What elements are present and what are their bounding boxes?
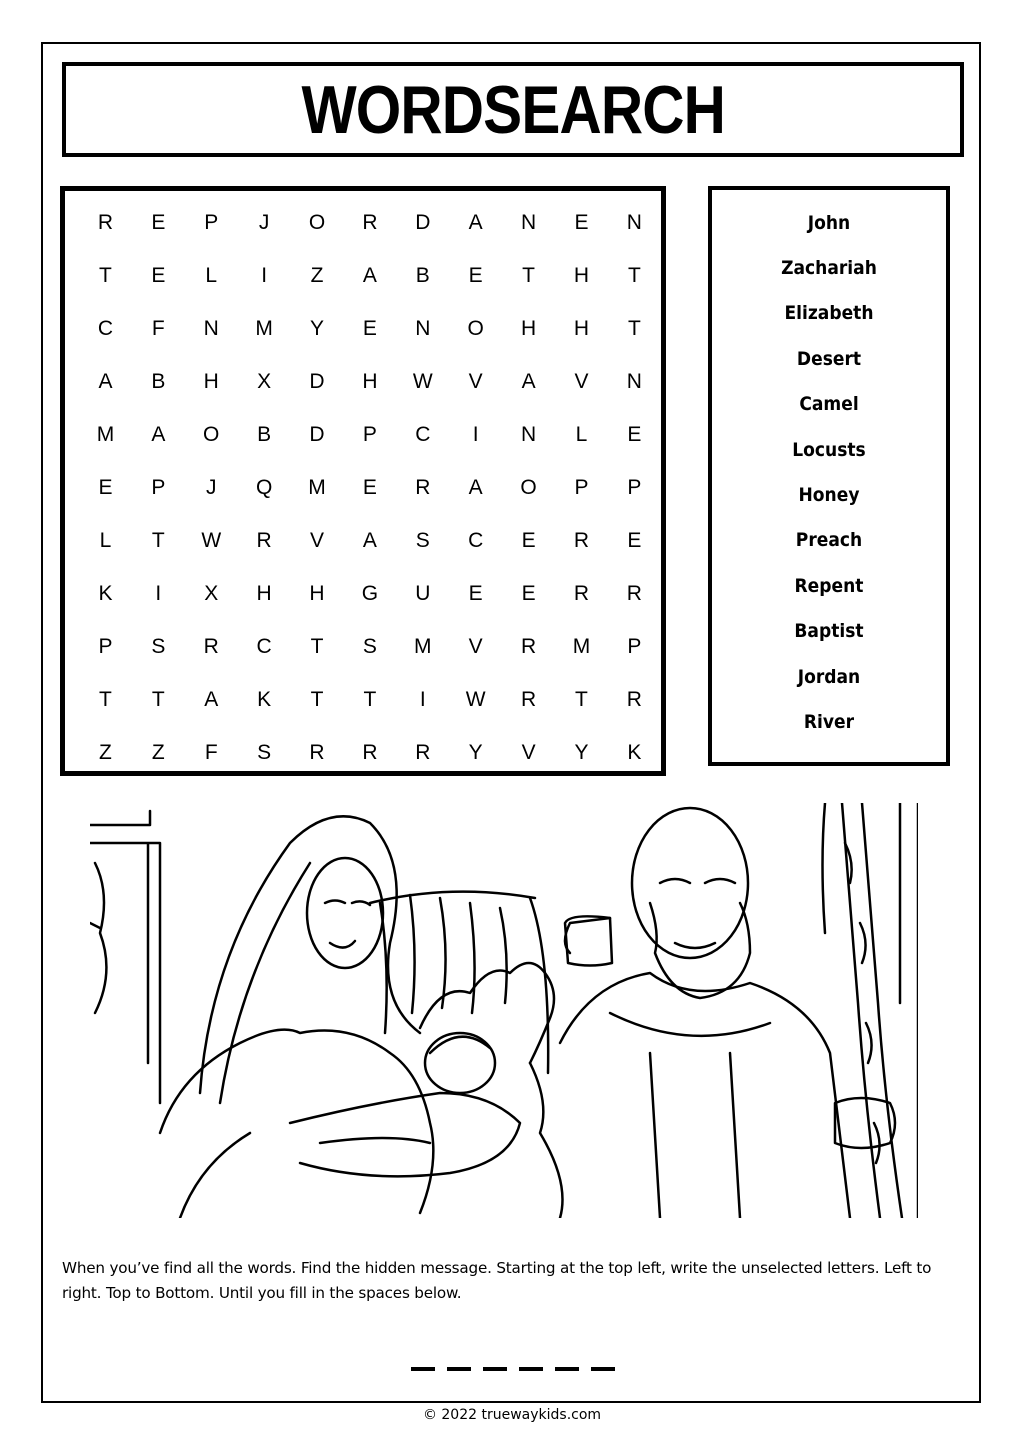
grid-letter[interactable]: N (626, 210, 642, 234)
grid-letter[interactable]: C (468, 529, 484, 553)
word-list-item: Zachariah (781, 257, 877, 280)
grid-letter[interactable]: P (574, 476, 589, 500)
grid-letter[interactable]: R (520, 635, 537, 659)
grid-letter[interactable]: E (151, 210, 166, 234)
grid-letter[interactable]: U (415, 582, 431, 606)
grid-letter[interactable]: R (97, 210, 114, 234)
grid-letter[interactable]: J (258, 210, 270, 234)
grid-letter[interactable]: T (151, 688, 165, 712)
page-title: WORDSEARCH (301, 71, 725, 148)
grid-letter[interactable]: P (627, 635, 642, 659)
grid-letter[interactable]: H (203, 369, 219, 393)
grid-letter[interactable]: E (627, 529, 642, 553)
grid-letter[interactable]: Y (468, 741, 483, 765)
word-list-item: John (807, 211, 851, 234)
grid-letter[interactable]: C (97, 316, 114, 340)
word-list-item: Locusts (792, 438, 866, 461)
word-list-item: Elizabeth (784, 302, 874, 325)
grid-letter[interactable]: R (520, 688, 537, 712)
grid-letter[interactable]: O (308, 210, 326, 234)
grid-letter[interactable]: A (362, 263, 377, 287)
grid-letter[interactable]: M (308, 476, 326, 500)
grid-letter[interactable]: B (151, 369, 166, 393)
coloring-illustration (90, 803, 918, 1218)
grid-letter[interactable]: N (626, 369, 642, 393)
grid-letter[interactable]: Q (255, 476, 273, 500)
grid-letter[interactable]: V (574, 369, 589, 393)
grid-letter[interactable]: M (96, 422, 115, 446)
grid-letter[interactable]: R (626, 688, 642, 712)
wordsearch-grid-box (60, 186, 666, 776)
grid-letter[interactable]: K (98, 582, 113, 606)
grid-letter[interactable]: L (205, 263, 218, 287)
grid-letter[interactable]: E (468, 582, 483, 606)
grid-letter[interactable]: T (575, 688, 588, 712)
answer-blank[interactable] (591, 1367, 615, 1371)
grid-letter[interactable]: F (204, 741, 218, 765)
grid-letter[interactable]: E (362, 476, 377, 500)
grid-letter[interactable]: A (468, 476, 483, 500)
answer-blank[interactable] (447, 1367, 471, 1371)
grid-letter[interactable]: Y (310, 316, 325, 340)
grid-letter[interactable]: E (627, 422, 642, 446)
grid-letter[interactable]: S (257, 741, 272, 765)
instructions-text: When you’ve find all the words. Find the hidden message. Starting at the top left, write the unselected letters. Left to right. Top to Bottom. Until you fill in the spaces below. (62, 1259, 932, 1302)
word-list-item: Baptist (794, 620, 864, 643)
grid-letter[interactable]: M (572, 635, 591, 659)
grid-letter[interactable]: R (626, 582, 642, 606)
grid-letter[interactable]: C (256, 635, 272, 659)
grid-letter[interactable]: T (310, 688, 324, 712)
grid-letter[interactable]: T (363, 688, 377, 712)
grid-letter[interactable]: A (362, 529, 377, 553)
grid-letter[interactable]: M (255, 316, 273, 340)
grid-letter[interactable]: N (415, 316, 431, 340)
grid-letter[interactable]: P (98, 635, 113, 659)
grid-letter[interactable]: H (256, 582, 272, 606)
word-list (712, 200, 946, 745)
grid-letter[interactable]: D (415, 210, 431, 234)
grid-letter[interactable]: B (257, 422, 272, 446)
grid-letter[interactable]: T (99, 688, 112, 712)
grid-letter[interactable]: R (573, 582, 590, 606)
grid-letter[interactable]: E (574, 210, 589, 234)
grid-letter[interactable]: J (205, 476, 217, 500)
grid-letter[interactable]: O (520, 476, 537, 500)
grid-letter[interactable]: P (151, 476, 166, 500)
word-list-item: Preach (795, 529, 863, 552)
wordsearch-grid (79, 196, 661, 780)
grid-letter[interactable]: H (309, 582, 325, 606)
word-list-item: River (803, 710, 855, 733)
grid-letter[interactable]: E (521, 582, 536, 606)
copyright-footer: © 2022 truewaykids.com (422, 1407, 602, 1423)
word-list-item: Jordan (797, 665, 861, 688)
grid-letter[interactable]: I (419, 688, 426, 712)
grid-letter[interactable]: V (310, 529, 325, 553)
grid-letter[interactable]: H (573, 316, 590, 340)
grid-letter[interactable]: K (627, 741, 642, 765)
grid-letter[interactable]: V (468, 369, 483, 393)
word-list-box (708, 186, 950, 766)
grid-letter[interactable]: L (99, 529, 112, 553)
answer-blank[interactable] (411, 1367, 435, 1371)
grid-letter[interactable]: B (415, 263, 430, 287)
grid-letter[interactable]: A (468, 210, 483, 234)
grid-letter[interactable]: V (468, 635, 483, 659)
grid-letter[interactable]: T (151, 529, 165, 553)
grid-letter[interactable]: X (204, 582, 219, 606)
grid-letter[interactable]: A (98, 369, 113, 393)
grid-letter[interactable]: P (204, 210, 219, 234)
grid-letter[interactable]: W (465, 688, 486, 712)
grid-letter[interactable]: C (415, 422, 431, 446)
word-list-item: Desert (796, 347, 862, 370)
answer-blank[interactable] (483, 1367, 507, 1371)
word-list-item: Honey (798, 484, 860, 507)
grid-letter[interactable]: E (521, 529, 536, 553)
grid-letter[interactable]: H (573, 263, 590, 287)
grid-letter[interactable]: M (414, 635, 432, 659)
grid-letter[interactable]: R (309, 741, 325, 765)
answer-blank[interactable] (555, 1367, 579, 1371)
grid-letter[interactable]: A (151, 422, 166, 446)
grid-letter[interactable]: H (520, 316, 537, 340)
grid-letter[interactable]: P (627, 476, 642, 500)
grid-letter[interactable]: T (522, 263, 535, 287)
grid-letter[interactable]: I (155, 582, 162, 606)
grid-letter[interactable]: S (415, 529, 430, 553)
grid-letter[interactable]: R (256, 529, 272, 553)
grid-letter[interactable]: R (362, 741, 378, 765)
grid-letter[interactable]: T (310, 635, 324, 659)
title-box (62, 62, 964, 157)
grid-letter[interactable]: E (98, 476, 113, 500)
grid-letter[interactable]: R (362, 210, 378, 234)
grid-letter[interactable]: I (261, 263, 268, 287)
word-list-item: Repent (794, 574, 864, 597)
grid-letter[interactable]: Z (151, 741, 165, 765)
grid-letter[interactable]: Y (574, 741, 589, 765)
grid-letter[interactable]: L (575, 422, 588, 446)
grid-letter[interactable]: R (573, 529, 590, 553)
grid-letter[interactable]: A (521, 369, 536, 393)
grid-letter[interactable]: R (203, 635, 219, 659)
grid-letter[interactable]: G (361, 582, 379, 606)
grid-letter[interactable]: P (362, 422, 377, 446)
grid-letter[interactable]: O (203, 422, 220, 446)
grid-letter[interactable]: T (627, 316, 641, 340)
grid-letter[interactable]: K (257, 688, 272, 712)
grid-letter[interactable]: T (627, 263, 641, 287)
grid-letter[interactable]: N (520, 210, 537, 234)
grid-letter[interactable]: V (521, 741, 536, 765)
grid-letter[interactable]: Z (99, 741, 112, 765)
grid-letter[interactable]: R (415, 476, 431, 500)
grid-letter[interactable]: F (151, 316, 165, 340)
grid-letter[interactable]: W (201, 529, 222, 553)
grid-letter[interactable]: E (468, 263, 483, 287)
answer-blank[interactable] (519, 1367, 543, 1371)
grid-letter[interactable]: S (362, 635, 377, 659)
grid-letter[interactable]: H (362, 369, 378, 393)
grid-letter[interactable]: A (204, 688, 219, 712)
grid-letter[interactable]: R (415, 741, 431, 765)
grid-letter[interactable]: X (257, 369, 272, 393)
grid-letter[interactable]: I (472, 422, 479, 446)
grid-letter[interactable]: S (151, 635, 166, 659)
grid-letter[interactable]: O (467, 316, 484, 340)
grid-letter[interactable]: E (151, 263, 166, 287)
grid-letter[interactable]: E (362, 316, 377, 340)
word-list-item: Camel (799, 393, 859, 416)
grid-letter[interactable]: N (520, 422, 537, 446)
grid-letter[interactable]: N (203, 316, 219, 340)
grid-letter[interactable]: T (99, 263, 112, 287)
grid-letter[interactable]: Z (310, 263, 324, 287)
grid-letter[interactable]: D (309, 369, 325, 393)
grid-letter[interactable]: W (412, 369, 433, 393)
grid-letter[interactable]: D (309, 422, 325, 446)
answer-blanks[interactable] (411, 1367, 615, 1371)
